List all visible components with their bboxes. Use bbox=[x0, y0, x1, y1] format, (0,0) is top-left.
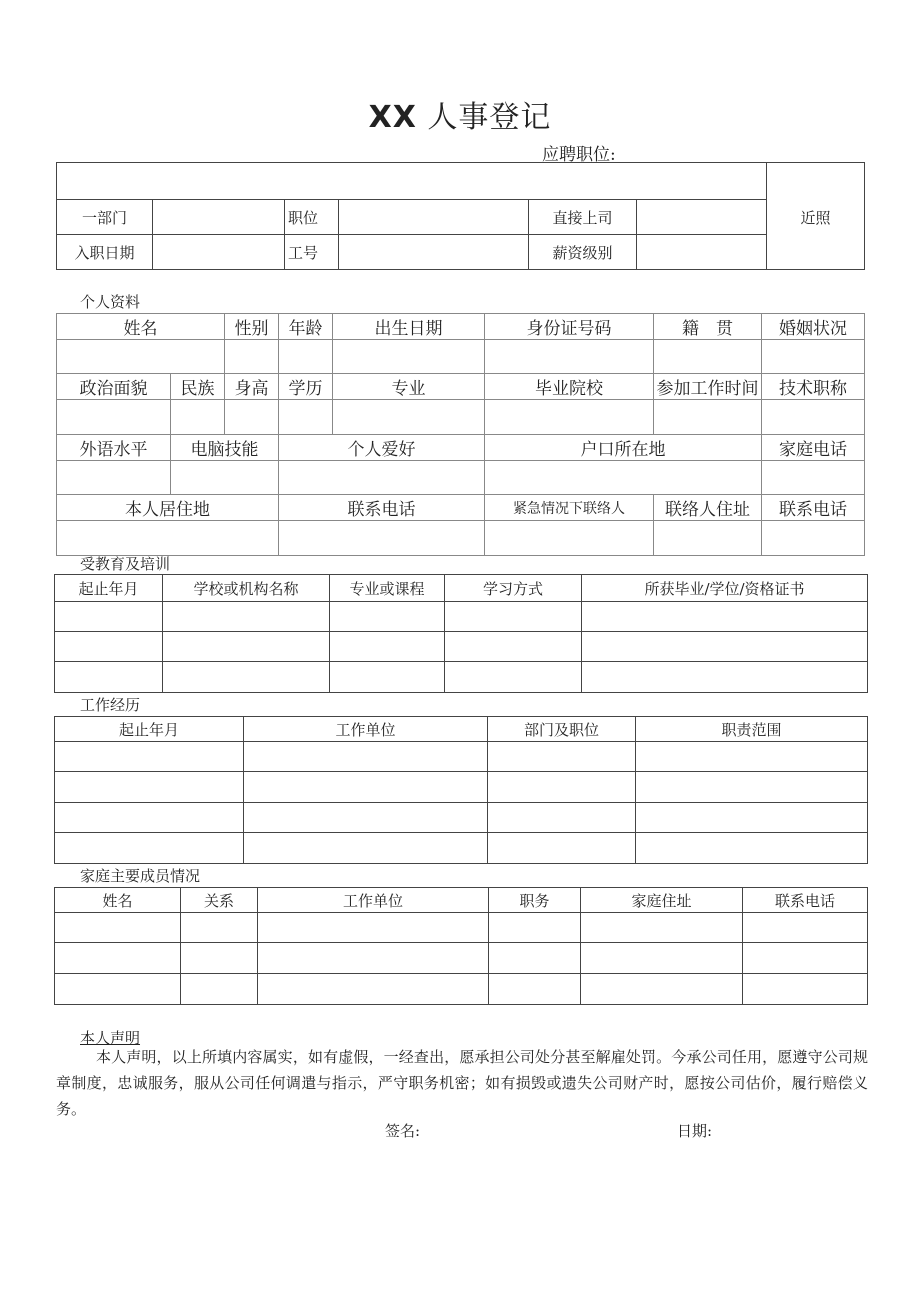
field-hobbies[interactable] bbox=[279, 461, 485, 495]
edu-cell[interactable] bbox=[582, 632, 868, 662]
label-foreign-language: 外语水平 bbox=[57, 435, 171, 461]
label-contact-address: 联络人住址 bbox=[654, 495, 762, 521]
employee-no-label: 工号 bbox=[285, 235, 339, 270]
family-cell[interactable] bbox=[181, 913, 258, 943]
family-cell[interactable] bbox=[181, 974, 258, 1005]
work-cell[interactable] bbox=[244, 803, 488, 833]
label-gender: 性别 bbox=[225, 314, 279, 340]
work-cell[interactable] bbox=[636, 772, 868, 803]
field-height[interactable] bbox=[225, 400, 279, 435]
label-age: 年龄 bbox=[279, 314, 333, 340]
field-technical-title[interactable] bbox=[762, 400, 865, 435]
table-row bbox=[55, 662, 868, 693]
work-header-department: 部门及职位 bbox=[488, 717, 636, 742]
work-cell[interactable] bbox=[244, 833, 488, 864]
work-cell[interactable] bbox=[488, 772, 636, 803]
edu-header-school: 学校或机构名称 bbox=[163, 575, 330, 602]
work-cell[interactable] bbox=[488, 803, 636, 833]
family-header-relation: 关系 bbox=[181, 888, 258, 913]
label-technical-title: 技术职称 bbox=[762, 374, 865, 400]
work-section-title: 工作经历 bbox=[80, 696, 141, 714]
edu-cell[interactable] bbox=[163, 632, 330, 662]
family-section-title: 家庭主要成员情况 bbox=[80, 867, 201, 885]
label-major: 专业 bbox=[333, 374, 485, 400]
edu-header-certificate: 所获毕业/学位/资格证书 bbox=[582, 575, 868, 602]
field-graduated-school[interactable] bbox=[485, 400, 654, 435]
edu-cell[interactable] bbox=[55, 632, 163, 662]
family-header-name: 姓名 bbox=[55, 888, 181, 913]
family-cell[interactable] bbox=[258, 943, 489, 974]
label-emergency-phone: 联系电话 bbox=[762, 495, 865, 521]
salary-grade-label: 薪资级别 bbox=[529, 235, 637, 270]
declaration-heading: 本人声明 bbox=[80, 1029, 141, 1047]
family-cell[interactable] bbox=[55, 943, 181, 974]
edu-cell[interactable] bbox=[163, 602, 330, 632]
work-header-duties: 职责范围 bbox=[636, 717, 868, 742]
label-id-number: 身份证号码 bbox=[485, 314, 654, 340]
family-cell[interactable] bbox=[258, 974, 489, 1005]
personal-table bbox=[56, 313, 865, 556]
edu-cell[interactable] bbox=[330, 602, 445, 632]
field-name[interactable] bbox=[57, 340, 225, 374]
family-cell[interactable] bbox=[181, 943, 258, 974]
field-emergency-contact[interactable] bbox=[485, 521, 654, 556]
work-cell[interactable] bbox=[636, 742, 868, 772]
label-work-start-date: 参加工作时间 bbox=[654, 374, 762, 400]
signature-label: 签名: bbox=[385, 1122, 421, 1140]
field-political-status[interactable] bbox=[57, 400, 171, 435]
edu-cell[interactable] bbox=[582, 602, 868, 632]
field-id-number[interactable] bbox=[485, 340, 654, 374]
family-header-title: 职务 bbox=[489, 888, 581, 913]
label-hobbies: 个人爱好 bbox=[279, 435, 485, 461]
table-row bbox=[55, 742, 868, 772]
field-education[interactable] bbox=[279, 400, 333, 435]
family-cell[interactable] bbox=[581, 943, 743, 974]
label-political-status: 政治面貌 bbox=[57, 374, 171, 400]
position-field[interactable] bbox=[339, 200, 529, 235]
edu-cell[interactable] bbox=[582, 662, 868, 693]
work-cell[interactable] bbox=[55, 742, 244, 772]
field-ethnicity[interactable] bbox=[171, 400, 225, 435]
family-header-phone: 联系电话 bbox=[743, 888, 868, 913]
edu-cell[interactable] bbox=[330, 662, 445, 693]
field-computer-skills[interactable] bbox=[171, 461, 279, 495]
position-label: 职位 bbox=[285, 200, 339, 235]
work-cell[interactable] bbox=[636, 833, 868, 864]
work-cell[interactable] bbox=[55, 803, 244, 833]
table-row bbox=[55, 602, 868, 632]
hire-date-label: 入职日期 bbox=[57, 235, 153, 270]
label-native-place: 籍 贯 bbox=[654, 314, 762, 340]
personal-section-title: 个人资料 bbox=[80, 293, 141, 311]
family-cell[interactable] bbox=[581, 974, 743, 1005]
edu-cell[interactable] bbox=[330, 632, 445, 662]
label-graduated-school: 毕业院校 bbox=[485, 374, 654, 400]
edu-header-period: 起止年月 bbox=[55, 575, 163, 602]
field-household-registration[interactable] bbox=[485, 461, 762, 495]
label-computer-skills: 电脑技能 bbox=[171, 435, 279, 461]
table-row bbox=[55, 833, 868, 864]
header-table bbox=[56, 162, 865, 270]
work-cell[interactable] bbox=[488, 833, 636, 864]
label-ethnicity: 民族 bbox=[171, 374, 225, 400]
edu-cell[interactable] bbox=[445, 602, 582, 632]
table-row bbox=[55, 913, 868, 943]
label-household-registration: 户口所在地 bbox=[485, 435, 762, 461]
family-table bbox=[54, 887, 868, 1005]
supervisor-field[interactable] bbox=[637, 200, 767, 235]
work-cell[interactable] bbox=[244, 742, 488, 772]
label-name: 姓名 bbox=[57, 314, 225, 340]
supervisor-label: 直接上司 bbox=[529, 200, 637, 235]
field-home-phone[interactable] bbox=[762, 461, 865, 495]
education-table bbox=[54, 574, 868, 693]
label-height: 身高 bbox=[225, 374, 279, 400]
family-cell[interactable] bbox=[581, 913, 743, 943]
label-residence: 本人居住地 bbox=[57, 495, 279, 521]
declaration-text: 本人声明，以上所填内容属实，如有虚假，一经查出，愿承担公司处分甚至解雇处罚。今承公司任用，愿遵守公司规章制度，忠诚服务，服从公司任何调遣与指示，严守职务机密；如有损毁或遗失公司财产时，愿按公司估价，履行赔偿义务。 bbox=[56, 1048, 868, 1118]
date-label: 日期: bbox=[677, 1122, 713, 1140]
work-cell[interactable] bbox=[488, 742, 636, 772]
table-row bbox=[55, 943, 868, 974]
field-contact-phone[interactable] bbox=[279, 521, 485, 556]
family-cell[interactable] bbox=[743, 913, 868, 943]
photo-box[interactable]: 近照 bbox=[767, 163, 865, 270]
table-row bbox=[55, 803, 868, 833]
family-cell[interactable] bbox=[743, 943, 868, 974]
work-header-employer: 工作单位 bbox=[244, 717, 488, 742]
table-row bbox=[55, 632, 868, 662]
field-emergency-phone[interactable] bbox=[762, 521, 865, 556]
table-row bbox=[55, 974, 868, 1005]
field-work-start-date[interactable] bbox=[654, 400, 762, 435]
field-residence[interactable] bbox=[57, 521, 279, 556]
family-cell[interactable] bbox=[258, 913, 489, 943]
family-cell[interactable] bbox=[489, 974, 581, 1005]
applied-position-label: 应聘职位: bbox=[542, 145, 616, 165]
edu-cell[interactable] bbox=[163, 662, 330, 693]
work-cell[interactable] bbox=[244, 772, 488, 803]
field-gender[interactable] bbox=[225, 340, 279, 374]
family-cell[interactable] bbox=[55, 974, 181, 1005]
work-header-period: 起止年月 bbox=[55, 717, 244, 742]
family-cell[interactable] bbox=[743, 974, 868, 1005]
edu-cell[interactable] bbox=[55, 602, 163, 632]
department-label: 一部门 bbox=[57, 200, 153, 235]
department-field[interactable] bbox=[153, 200, 285, 235]
edu-cell[interactable] bbox=[445, 662, 582, 693]
label-birthdate: 出生日期 bbox=[333, 314, 485, 340]
field-contact-address[interactable] bbox=[654, 521, 762, 556]
work-table bbox=[54, 716, 868, 864]
family-cell[interactable] bbox=[489, 913, 581, 943]
page-title: XX 人事登记 bbox=[368, 100, 552, 135]
table-row bbox=[55, 772, 868, 803]
field-birthdate[interactable] bbox=[333, 340, 485, 374]
label-education: 学历 bbox=[279, 374, 333, 400]
family-cell[interactable] bbox=[489, 943, 581, 974]
work-cell[interactable] bbox=[55, 833, 244, 864]
family-header-employer: 工作单位 bbox=[258, 888, 489, 913]
work-cell[interactable] bbox=[55, 772, 244, 803]
label-marital-status: 婚姻状况 bbox=[762, 314, 865, 340]
field-native-place[interactable] bbox=[654, 340, 762, 374]
edu-header-major: 专业或课程 bbox=[330, 575, 445, 602]
edu-header-mode: 学习方式 bbox=[445, 575, 582, 602]
field-foreign-language[interactable] bbox=[57, 461, 171, 495]
applied-position-field[interactable] bbox=[57, 163, 767, 200]
hire-date-field[interactable] bbox=[153, 235, 285, 270]
family-cell[interactable] bbox=[55, 913, 181, 943]
education-section-title: 受教育及培训 bbox=[80, 555, 171, 573]
edu-cell[interactable] bbox=[55, 662, 163, 693]
work-cell[interactable] bbox=[636, 803, 868, 833]
edu-cell[interactable] bbox=[445, 632, 582, 662]
family-header-address: 家庭住址 bbox=[581, 888, 743, 913]
field-major[interactable] bbox=[333, 400, 485, 435]
field-age[interactable] bbox=[279, 340, 333, 374]
salary-grade-field[interactable] bbox=[637, 235, 767, 270]
label-emergency-contact: 紧急情况下联络人 bbox=[485, 495, 654, 521]
employee-no-field[interactable] bbox=[339, 235, 529, 270]
label-contact-phone: 联系电话 bbox=[279, 495, 485, 521]
field-marital-status[interactable] bbox=[762, 340, 865, 374]
label-home-phone: 家庭电话 bbox=[762, 435, 865, 461]
